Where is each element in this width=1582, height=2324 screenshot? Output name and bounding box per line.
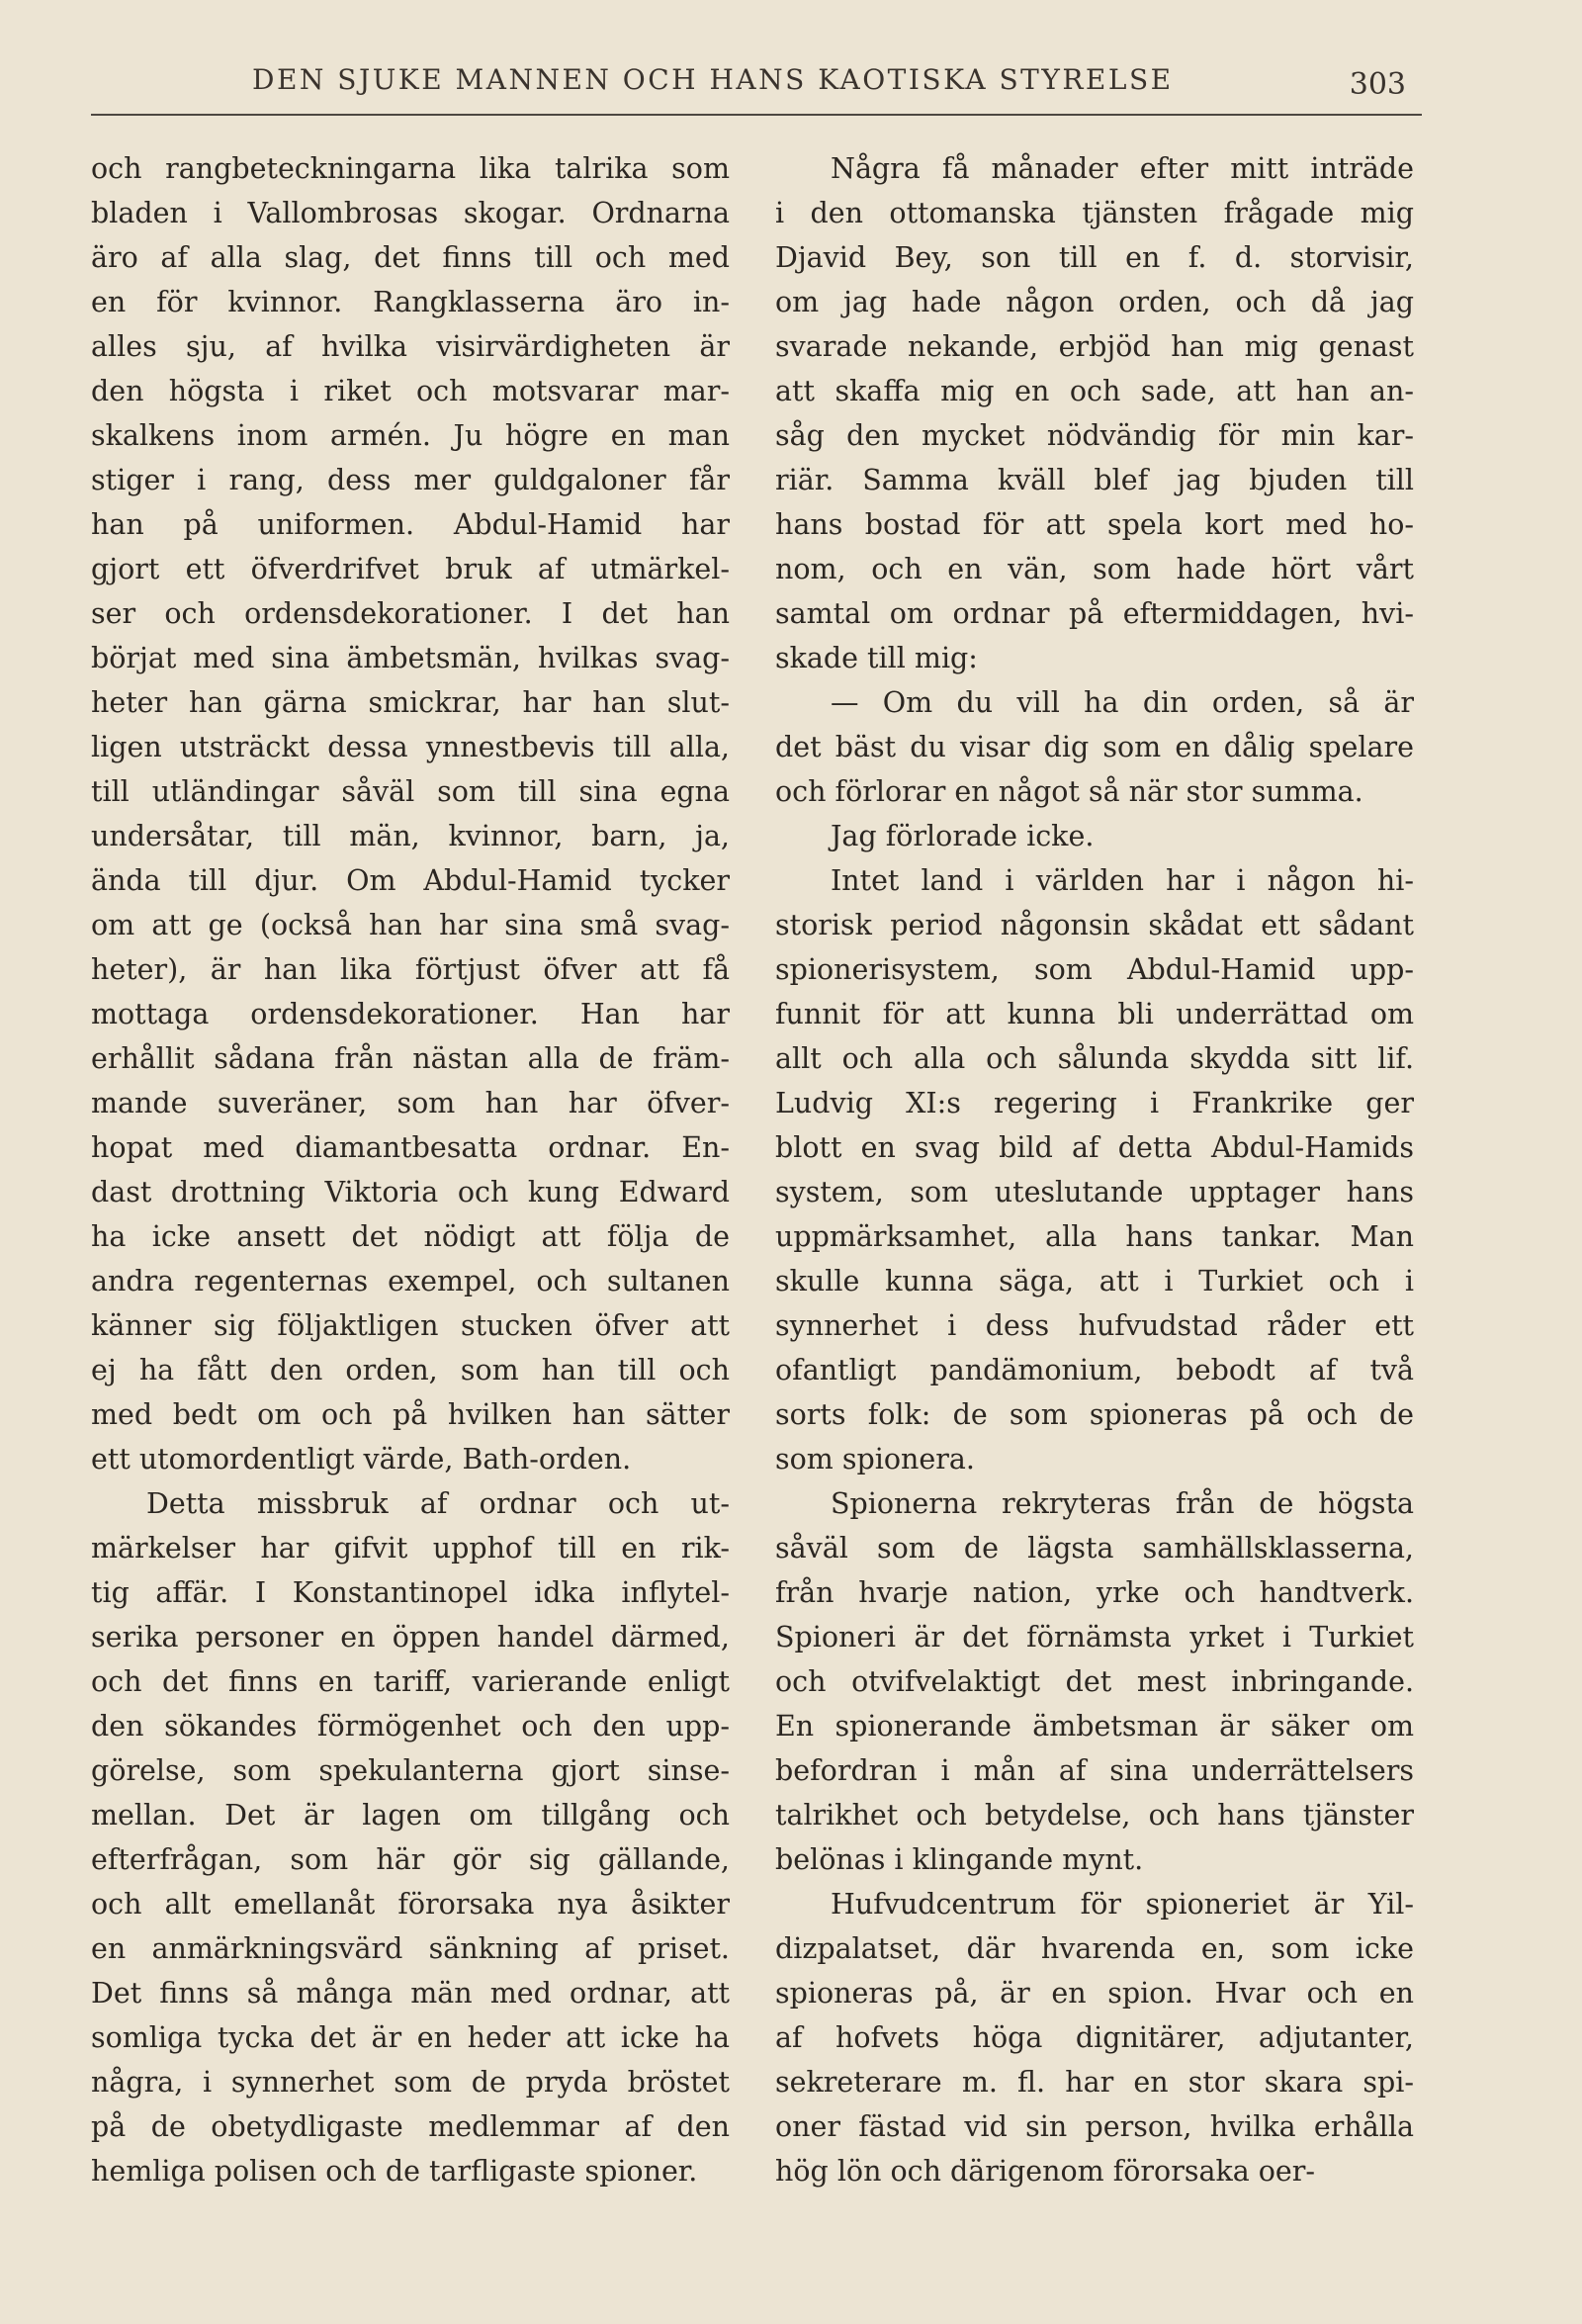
text-line: alles sju, af hvilka visirvärdigheten är — [91, 330, 730, 363]
text-line: dizpalatset, där hvarenda en, som icke — [775, 1932, 1414, 1965]
text-line: ett utomordentligt värde, Bath-orden. — [91, 1443, 632, 1475]
text-line: om jag hade någon orden, och då jag — [775, 286, 1414, 318]
running-title: DEN SJUKE MANNEN OCH HANS KAOTISKA STYRELSE — [252, 63, 1174, 96]
text-line: till utländingar såväl som till sina egna — [91, 775, 730, 808]
text-line: sorts folk: de som spioneras på och de — [775, 1398, 1414, 1431]
text-line: somliga tycka det är en heder att icke ha — [91, 2021, 730, 2054]
text-line: Djavid Bey, son till en f. d. storvisir, — [775, 241, 1414, 274]
text-line: En spionerande ämbetsman är säker om — [775, 1710, 1414, 1743]
text-line: börjat med sina ämbetsmän, hvilkas svag- — [91, 642, 730, 674]
text-line: tig affär. I Konstantinopel idka inflytel- — [91, 1576, 730, 1609]
text-line: storisk period någonsin skådat ett sådant — [775, 909, 1414, 941]
text-line: ända till djur. Om Abdul-Hamid tycker — [91, 864, 730, 897]
text-line: ser och ordensdekorationer. I det han — [91, 597, 730, 630]
header-rule — [91, 114, 1422, 116]
text-line: en anmärkningsvärd sänkning af priset. — [91, 1932, 730, 1965]
text-line: mottaga ordensdekorationer. Han har — [91, 998, 730, 1030]
text-line: hans bostad för att spela kort med ho- — [775, 508, 1414, 541]
text-line: Ludvig XI:s regering i Frankrike ger — [775, 1087, 1414, 1119]
text-line: system, som uteslutande upptager hans — [775, 1176, 1414, 1208]
text-line: äro af alla slag, det finns till och med — [91, 241, 730, 274]
text-line: på de obetydligaste medlemmar af den — [91, 2110, 730, 2143]
text-line: ha icke ansett det nödigt att följa de — [91, 1220, 730, 1253]
text-line: den högsta i riket och motsvarar mar- — [91, 375, 730, 407]
text-line: heter han gärna smickrar, har han slut- — [91, 686, 730, 719]
text-line: synnerhet i dess hufvudstad råder ett — [775, 1309, 1414, 1342]
text-line: Hufvudcentrum för spioneriet är Yil- — [831, 1888, 1414, 1921]
text-line: spioneras på, är en spion. Hvar och en — [775, 1977, 1414, 2010]
text-line: nom, och en vän, som hade hört vårt — [775, 553, 1414, 585]
text-line: känner sig följaktligen stucken öfver att — [91, 1309, 730, 1342]
text-line: märkelser har gifvit upphof till en rik- — [91, 1532, 730, 1564]
text-line: allt och alla och sålunda skydda sitt lif. — [775, 1042, 1414, 1075]
text-line: erhållit sådana från nästan alla de främ- — [91, 1042, 730, 1075]
text-line: såväl som de lägsta samhällsklasserna, — [775, 1532, 1414, 1564]
text-line: mande suveräner, som han har öfver- — [91, 1087, 730, 1119]
text-line: spionerisystem, som Abdul-Hamid upp- — [775, 953, 1414, 986]
text-line: bladen i Vallombrosas skogar. Ordnarna — [91, 197, 730, 229]
page-header — [89, 57, 1424, 113]
text-line: med bedt om och på hvilken han sätter — [91, 1398, 730, 1431]
text-line: görelse, som spekulanterna gjort sinse- — [91, 1754, 730, 1787]
text-line: från hvarje nation, yrke och handtverk. — [775, 1576, 1414, 1609]
text-line: uppmärksamhet, alla hans tankar. Man — [775, 1220, 1414, 1253]
right-text-column — [775, 146, 1414, 2193]
text-line: ej ha fått den orden, som han till och — [91, 1354, 730, 1386]
text-line: andra regenternas exempel, och sultanen — [91, 1265, 730, 1297]
text-line: som spionera. — [775, 1443, 975, 1475]
text-line: Några få månader efter mitt inträde — [831, 152, 1414, 185]
text-line: heter), är han lika förtjust öfver att få — [91, 953, 730, 986]
text-line: skulle kunna säga, att i Turkiet och i — [775, 1265, 1414, 1297]
text-line: han på uniformen. Abdul-Hamid har — [91, 508, 730, 541]
text-line: dast drottning Viktoria och kung Edward — [91, 1176, 730, 1208]
text-line: ofantligt pandämonium, bebodt af två — [775, 1354, 1414, 1386]
text-line: och förlorar en något så när stor summa. — [775, 775, 1363, 808]
text-line: att skaffa mig en och sade, att han an- — [775, 375, 1414, 407]
text-line: om att ge (också han har sina små svag- — [91, 909, 730, 941]
text-line: och det finns en tariff, varierande enligt — [91, 1665, 730, 1698]
text-line: oner fästad vid sin person, hvilka erhålla — [775, 2110, 1414, 2143]
left-text-column — [91, 146, 730, 2193]
text-line: serika personer en öppen handel därmed, — [91, 1621, 730, 1654]
text-line: — Om du vill ha din orden, så är — [831, 686, 1414, 719]
text-line: Det finns så många män med ordnar, att — [91, 1977, 730, 2010]
text-line: en för kvinnor. Rangklasserna äro in- — [91, 286, 730, 318]
text-line: af hofvets höga dignitärer, adjutanter, — [775, 2021, 1414, 2054]
text-line: samtal om ordnar på eftermiddagen, hvi- — [775, 597, 1414, 630]
text-line: och otvifvelaktigt det mest inbringande. — [775, 1665, 1414, 1698]
text-line: riär. Samma kväll blef jag bjuden till — [775, 464, 1414, 496]
text-line: såg den mycket nödvändig för min kar- — [775, 419, 1414, 452]
text-line: skade till mig: — [775, 642, 978, 674]
text-line: efterfrågan, som här gör sig gällande, — [91, 1843, 730, 1876]
text-line: några, i synnerhet som de pryda bröstet — [91, 2066, 730, 2099]
text-line: sekreterare m. fl. har en stor skara spi- — [775, 2066, 1414, 2099]
text-line: och rangbeteckningarna lika talrika som — [91, 152, 730, 185]
text-line: svarade nekande, erbjöd han mig genast — [775, 330, 1414, 363]
text-line: i den ottomanska tjänsten frågade mig — [775, 197, 1414, 229]
text-line: funnit för att kunna bli underrättad om — [775, 998, 1414, 1030]
text-line: Jag förlorade icke. — [831, 820, 1095, 852]
text-line: mellan. Det är lagen om tillgång och — [91, 1799, 730, 1832]
text-line: hopat med diamantbesatta ordnar. En- — [91, 1131, 730, 1164]
text-line: skalkens inom armén. Ju högre en man — [91, 419, 730, 452]
text-line: Spioneri är det förnämsta yrket i Turkiet — [775, 1621, 1414, 1654]
text-line: befordran i mån af sina underrättelsers — [775, 1754, 1414, 1787]
text-line: talrikhet och betydelse, och hans tjänster — [775, 1799, 1414, 1832]
text-line: Intet land i världen har i någon hi- — [831, 864, 1414, 897]
text-line: undersåtar, till män, kvinnor, barn, ja, — [91, 820, 730, 852]
text-line: Detta missbruk af ordnar och ut- — [146, 1487, 730, 1520]
text-line: blott en svag bild af detta Abdul-Hamids — [775, 1131, 1414, 1164]
text-line: det bäst du visar dig som en dålig spelare — [775, 731, 1414, 763]
page-number: 303 — [1349, 67, 1406, 102]
text-line: hög lön och därigenom förorsaka oer- — [775, 2155, 1316, 2188]
text-line: Spionerna rekryteras från de högsta — [831, 1487, 1414, 1520]
text-line: och allt emellanåt förorsaka nya åsikter — [91, 1888, 730, 1921]
text-line: belönas i klingande mynt. — [775, 1843, 1144, 1876]
text-line: stiger i rang, dess mer guldgaloner får — [91, 464, 730, 496]
text-line: hemliga polisen och de tarfligaste spioner. — [91, 2155, 698, 2188]
text-line: ligen utsträckt dessa ynnestbevis till alla, — [91, 731, 730, 763]
text-line: den sökandes förmögenhet och den upp- — [91, 1710, 730, 1743]
text-line: gjort ett öfverdrifvet bruk af utmärkel- — [91, 553, 730, 585]
